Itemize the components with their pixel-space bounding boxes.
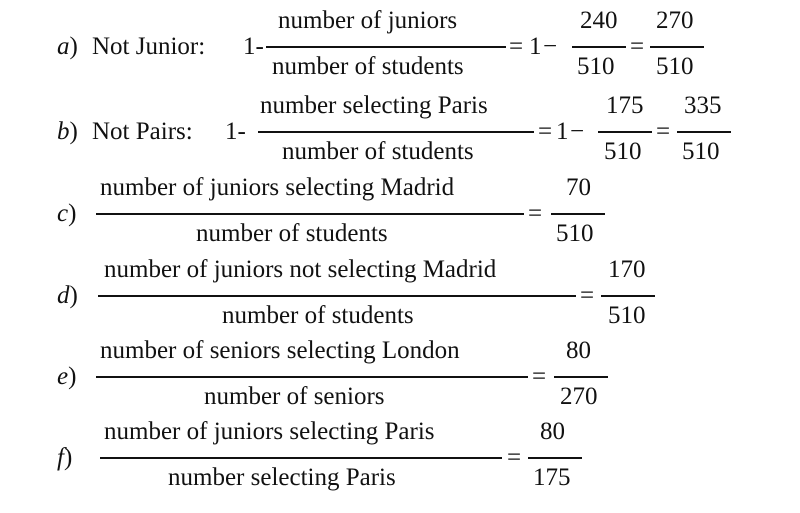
minus-sign: − bbox=[543, 33, 558, 60]
result-denominator: 270 bbox=[560, 383, 598, 410]
result-bar bbox=[554, 376, 608, 378]
fraction-bar bbox=[258, 131, 534, 133]
fraction-bar bbox=[96, 376, 528, 378]
problem-label bbox=[57, 281, 78, 311]
fraction-numerator: number of juniors selecting Madrid bbox=[100, 174, 455, 201]
label-letter: c bbox=[57, 200, 69, 227]
equals-sign: = bbox=[507, 444, 522, 471]
one-digit: 1 bbox=[243, 33, 256, 60]
fraction-denominator: number of students bbox=[196, 220, 388, 247]
fraction-1-bar bbox=[572, 46, 626, 48]
fraction-denominator: number of students bbox=[222, 302, 414, 329]
label-paren: ) bbox=[63, 444, 73, 471]
fraction-2-numerator: 335 bbox=[684, 92, 722, 119]
fraction-2-numerator: 270 bbox=[656, 7, 694, 34]
label-letter: a bbox=[57, 33, 70, 60]
fraction-numerator: number of seniors selecting London bbox=[100, 337, 460, 364]
equals-sign: = bbox=[532, 363, 547, 390]
fraction-numerator: number of juniors not selecting Madrid bbox=[104, 256, 497, 283]
result-bar bbox=[551, 213, 605, 215]
label-letter: f bbox=[57, 444, 64, 471]
label-paren: ) bbox=[69, 33, 78, 60]
result-bar bbox=[601, 295, 655, 297]
equals-sign: = bbox=[580, 282, 595, 309]
fraction-denominator: number of students bbox=[282, 138, 474, 165]
equals-sign: = bbox=[538, 118, 553, 145]
label-letter: e bbox=[57, 363, 69, 390]
fraction-numerator: number of juniors selecting Paris bbox=[104, 418, 435, 445]
equals-sign-2: = bbox=[630, 33, 645, 60]
problem-label bbox=[57, 32, 78, 62]
minus-sign: − bbox=[570, 118, 585, 145]
result-denominator: 510 bbox=[556, 220, 594, 247]
equals-sign: = bbox=[509, 33, 524, 60]
equals-sign-2: = bbox=[656, 118, 671, 145]
one-digit: 1 bbox=[225, 118, 238, 145]
fraction-numerator: number of juniors bbox=[278, 7, 458, 34]
fraction-1-numerator: 240 bbox=[580, 7, 618, 34]
result-numerator: 80 bbox=[566, 337, 591, 364]
fraction-bar bbox=[98, 295, 576, 297]
fraction-denominator: number selecting Paris bbox=[168, 464, 396, 491]
result-denominator: 510 bbox=[608, 302, 646, 329]
mid-one: 1 bbox=[529, 33, 542, 60]
label-paren: ) bbox=[69, 118, 78, 145]
problem-label bbox=[57, 199, 76, 229]
equals-sign: = bbox=[528, 200, 543, 227]
result-bar bbox=[528, 457, 582, 459]
one-minus: 1- bbox=[225, 118, 246, 145]
fraction-bar bbox=[266, 46, 506, 48]
fraction-denominator: number of students bbox=[272, 53, 464, 80]
fraction-bar bbox=[96, 213, 524, 215]
mid-one: 1 bbox=[556, 118, 569, 145]
label-letter: b bbox=[57, 118, 70, 145]
problem-a bbox=[0, 0, 800, 82]
problem-c bbox=[0, 167, 800, 249]
fraction-2-denominator: 510 bbox=[656, 53, 694, 80]
problem-e bbox=[0, 330, 800, 412]
fraction-1-denominator: 510 bbox=[604, 138, 642, 165]
result-denominator: 175 bbox=[533, 464, 571, 491]
problem-label bbox=[57, 362, 76, 392]
problem-d bbox=[0, 249, 800, 331]
problem-label bbox=[57, 443, 72, 473]
label-paren: ) bbox=[69, 282, 78, 309]
fraction-1-bar bbox=[598, 131, 652, 133]
fraction-1-numerator: 175 bbox=[606, 92, 644, 119]
fraction-denominator: number of seniors bbox=[204, 383, 385, 410]
fraction-2-bar bbox=[650, 46, 704, 48]
problem-prefix: Not Pairs: bbox=[92, 118, 193, 145]
problem-prefix: Not Junior: bbox=[92, 33, 206, 60]
fraction-2-bar bbox=[677, 131, 731, 133]
fraction-1-denominator: 510 bbox=[577, 53, 615, 80]
result-numerator: 80 bbox=[540, 418, 565, 445]
problem-b bbox=[0, 85, 800, 167]
label-paren: ) bbox=[68, 363, 77, 390]
fraction-bar bbox=[100, 457, 502, 459]
one-minus: 1- bbox=[243, 33, 264, 60]
fraction-numerator: number selecting Paris bbox=[260, 92, 488, 119]
fraction-2-denominator: 510 bbox=[682, 138, 720, 165]
result-numerator: 70 bbox=[566, 174, 591, 201]
problem-f bbox=[0, 411, 800, 493]
label-letter: d bbox=[57, 282, 70, 309]
label-paren: ) bbox=[68, 200, 77, 227]
result-numerator: 170 bbox=[608, 256, 646, 283]
problem-label bbox=[57, 117, 78, 147]
